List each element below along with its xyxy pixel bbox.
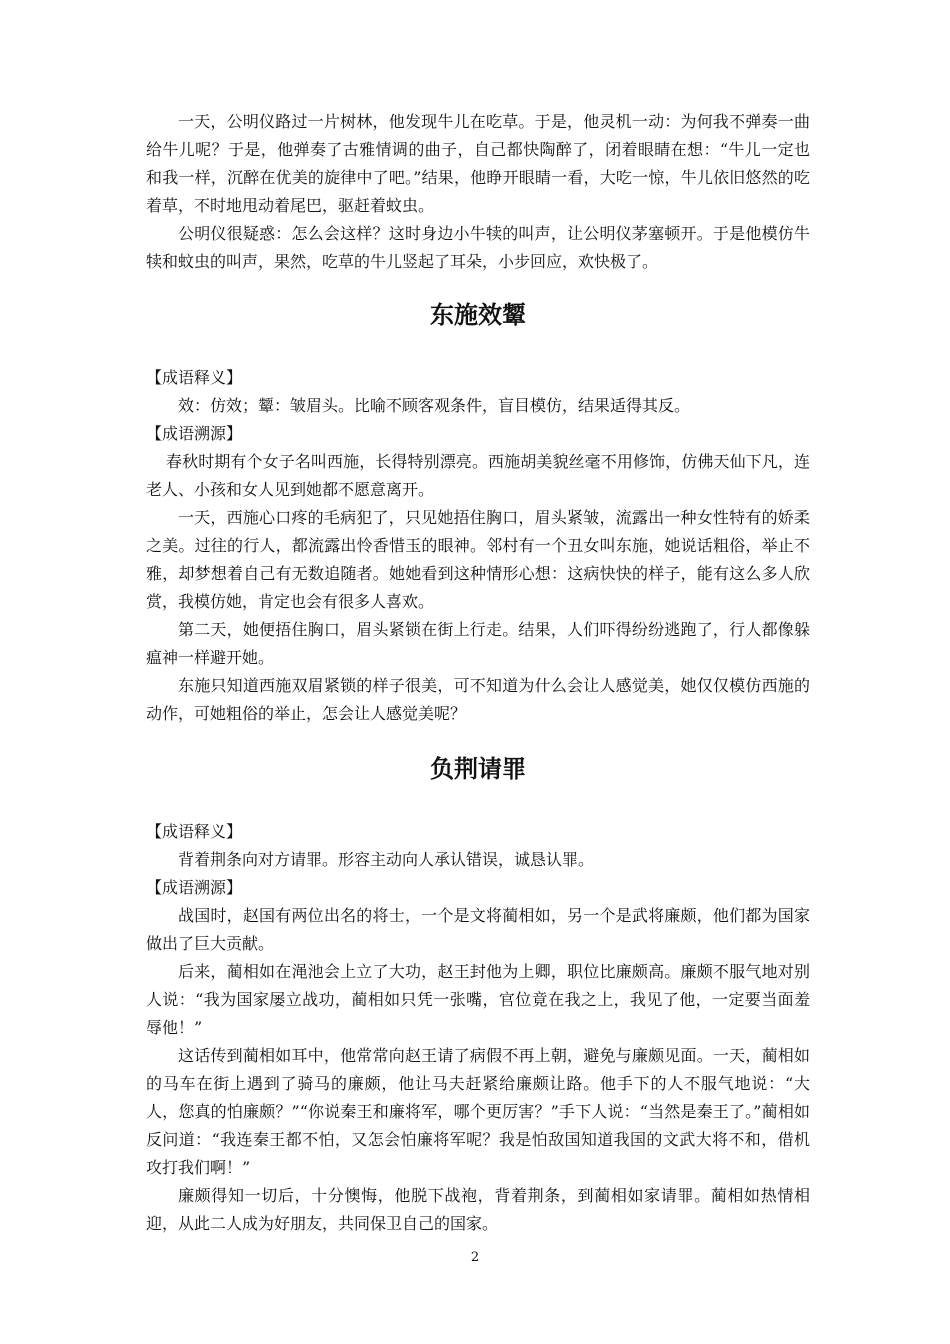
story1-paragraph-4: 东施只知道西施双眉紧锁的样子很美，可不知道为什么会让人感觉美，她仅仅模仿西施的动作，可她粗俗的举止，怎会让人感觉美呢？ [146, 676, 810, 723]
story1-paragraph-2: 一天，西施心口疼的毛病犯了，只见她捂住胸口，眉头紧皱，流露出一种女性特有的娇柔之美。过往的行人，都流露出怜香惜玉的眼神。邻村有一个丑女叫东施，她说话粗俗，举止不雅，却梦想着自己有无数追随者。她她看到这种情形心想：这病快快的样子，能有这么多人欣赏，我模仿她，肯定也会有很多人喜欢。 [146, 508, 810, 611]
story2-paragraph-2: 后来，蔺相如在渑池会上立了大功，赵王封他为上卿，职位比廉颇高。廉颇不服气地对别人说：“我为国家屡立战功，蔺相如只凭一张嘴，官位竟在我之上，我见了他，一定要当面羞辱他！” [146, 962, 810, 1037]
story1-meaning-label: 【成语释义】 [146, 368, 243, 387]
story2-paragraph-3: 这话传到蔺相如耳中，他常常向赵王请了病假不再上朝，避免与廉颇见面。一天，蔺相如的马车在街上遇到了骑马的廉颇，他让马夫赶紧给廉颇让路。他手下的人不服气地说：“大人，您真的怕廉颇？”“你说秦王和廉将军，哪个更厉害？”手下人说：“当然是秦王了。”蔺相如反问道：“我连秦王都不怕，又怎会怕廉将军呢？我是怕敌国知道我国的文武大将不和，借机攻打我们啊！” [146, 1046, 810, 1177]
story2-paragraph-1: 战国时，赵国有两位出名的将士，一个是文将蔺相如，另一个是武将廉颇，他们都为国家做出了巨大贡献。 [146, 906, 810, 953]
story1-paragraph-3: 第二天，她便捂住胸口，眉头紧锁在街上行走。结果，人们吓得纷纷逃跑了，行人都像躲瘟神一样避开她。 [146, 620, 810, 667]
story2-title: 负荆请罪 [430, 755, 526, 783]
story1-paragraph-1: 春秋时期有个女子名叫西施，长得特别漂亮。西施胡美貌丝毫不用修饰，仿佛天仙下凡，连老人、小孩和女人见到她都不愿意离开。 [146, 452, 810, 499]
story2-meaning-label: 【成语释义】 [146, 822, 243, 841]
story2-origin-label: 【成语溯源】 [146, 878, 243, 897]
document-page [146, 108, 810, 1238]
story1-title: 东施效颦 [430, 301, 526, 329]
story1-origin-label: 【成语溯源】 [146, 424, 243, 443]
story2-meaning: 背着荆条向对方请罪。形容主动向人承认错误，诚恳认罪。 [178, 850, 595, 869]
story1-meaning: 效：仿效；颦：皱眉头。比喻不顾客观条件，盲目模仿，结果适得其反。 [178, 396, 691, 415]
page-number: 2 [470, 1250, 480, 1265]
story2-paragraph-4: 廉颇得知一切后，十分懊悔，他脱下战袍，背着荆条，到蔺相如家请罪。蔺相如热情相迎，从此二人成为好朋友，共同保卫自己的国家。 [146, 1186, 810, 1233]
intro-paragraph-1: 一天，公明仪路过一片树林，他发现牛儿在吃草。于是，他灵机一动：为何我不弹奏一曲给牛儿呢？于是，他弹奏了古雅情调的曲子，自己都快陶醉了，闭着眼睛在想：“牛儿一定也和我一样，沉醉在优美的旋律中了吧。”结果，他睁开眼睛一看，大吃一惊，牛儿依旧悠然的吃着草，不时地甩动着尾巴，驱赶着蚊虫。 [146, 112, 810, 215]
intro-paragraph-2: 公明仪很疑惑：怎么会这样？这时身边小牛犊的叫声，让公明仪茅塞顿开。于是他模仿牛犊和蚊虫的叫声，果然，吃草的牛儿竖起了耳朵，小步回应，欢快极了。 [146, 224, 810, 271]
